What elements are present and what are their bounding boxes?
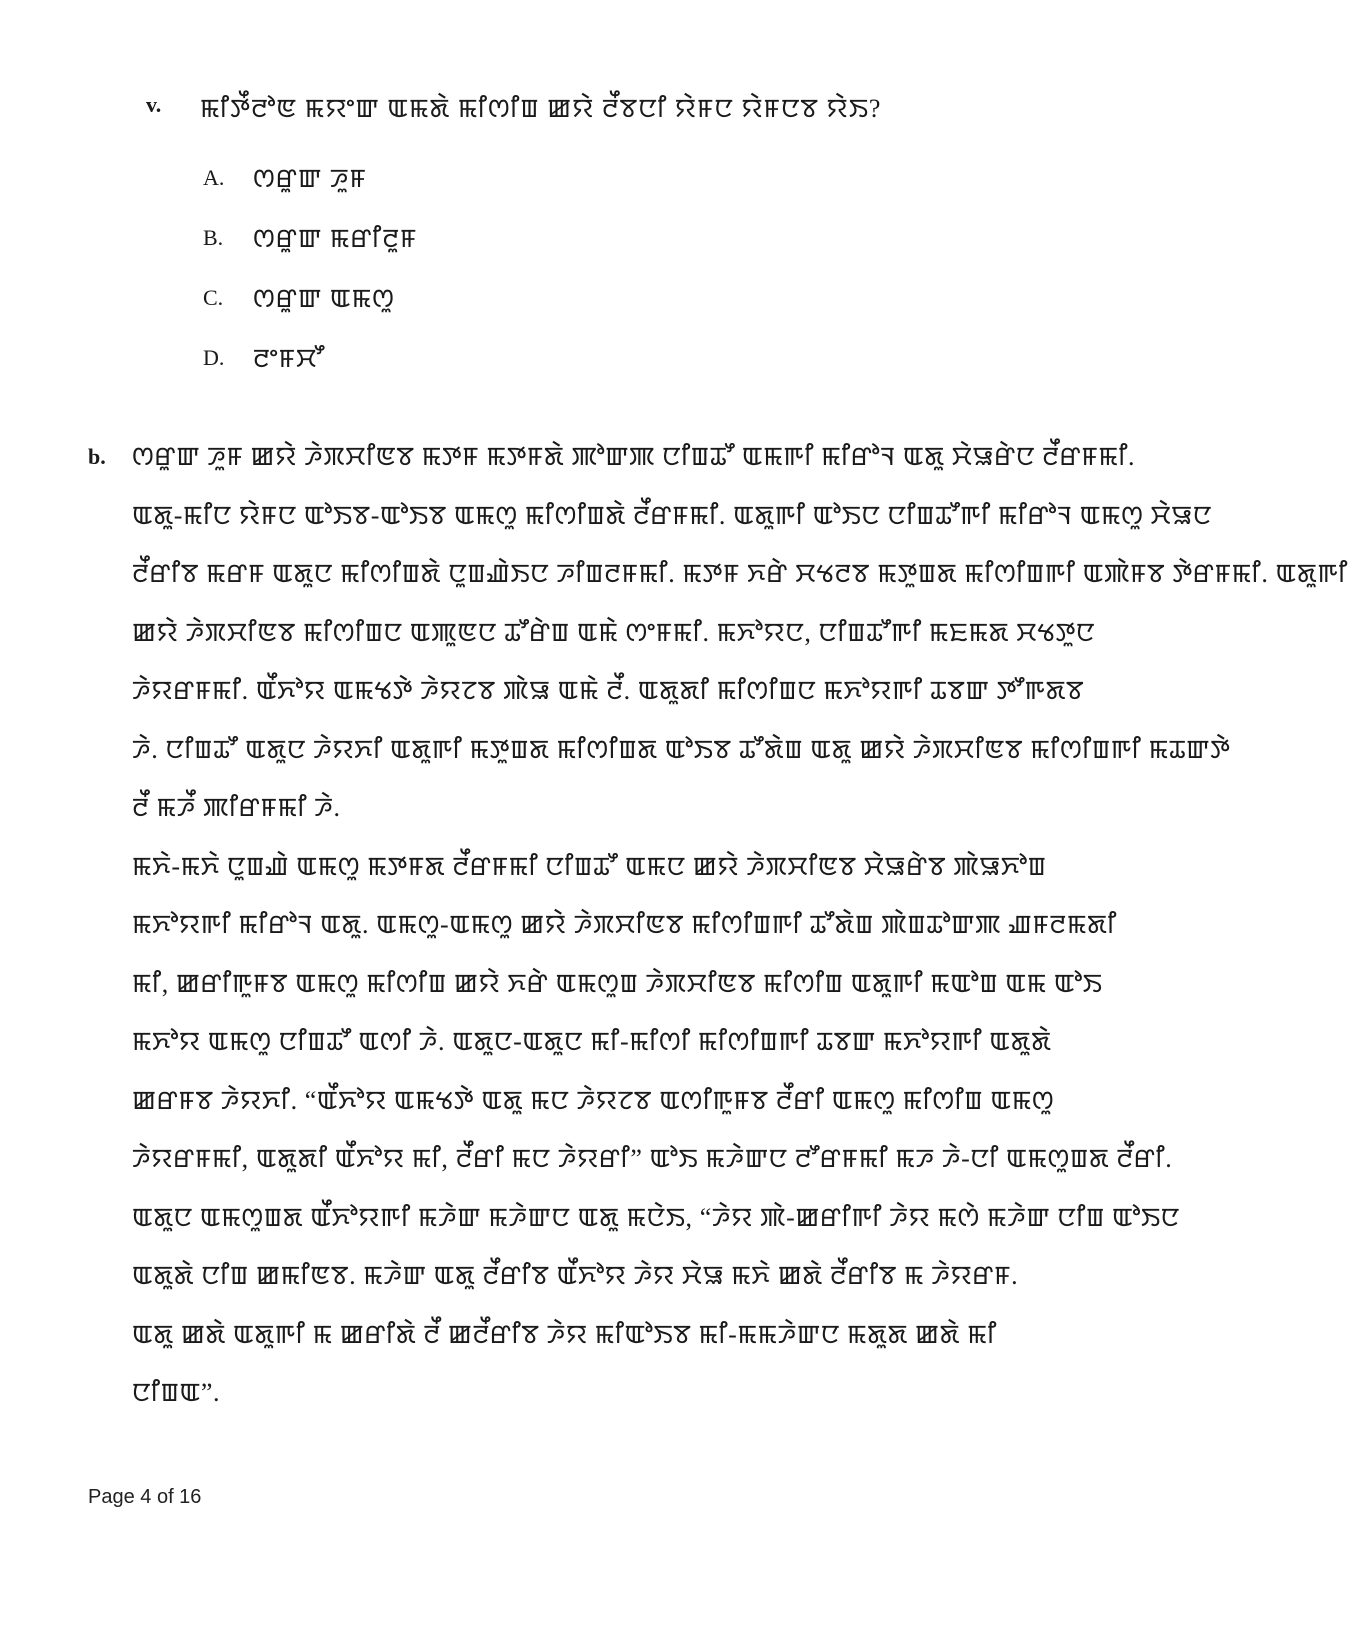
passage-line: ꯂꯩ ꯃꯍꯩ ꯄꯤꯔꯝꯃꯤ ꯍꯥ.	[132, 793, 341, 822]
passage-line: ꯑꯗꯨ ꯀꯗꯥ ꯑꯗꯨꯒꯤ ꯃ ꯀꯔꯤꯗꯥ ꯂꯩ ꯀꯂꯩꯔꯤꯕ ꯍꯥꯌ ꯃꯤꯑꯣꯏꯕ ꯃꯤ-ꯃꯃꯍꯥꯛꯅ ꯃꯗꯨꯗ ꯀꯗꯥ ꯃꯤ	[132, 1319, 997, 1349]
passage-line: ꯑꯗꯨꯅ ꯑꯃꯁꯨꯡꯗ ꯑꯩꯈꯣꯌꯒꯤ ꯃꯍꯥꯛ ꯃꯍꯥꯛꯅ ꯑꯗꯨ ꯃꯅꯥꯏ, “ꯍꯥꯌ ꯄꯥ-ꯀꯔꯤꯒꯤ ꯍꯥꯌ ꯃꯁꯥ ꯃꯍꯥꯛ ꯅꯤꯡ ꯑꯣꯏꯅ	[132, 1202, 1180, 1232]
question-b	[88, 438, 1348, 1433]
passage-line: ꯑꯗꯨꯗꯥ ꯅꯤꯡ ꯀꯃꯤꯟꯕ. ꯃꯍꯥꯛ ꯑꯗꯨ ꯂꯩꯔꯤꯕ ꯑꯩꯈꯣꯌ ꯍꯥꯌ ꯆꯥꯎ ꯃꯈꯥ ꯀꯗꯥ ꯂꯩꯔꯤꯕ ꯃ ꯍꯥꯌꯔꯝ.	[132, 1261, 1019, 1290]
answer-options	[203, 148, 417, 388]
passage-line: ꯀꯔꯝꯕ ꯍꯥꯌꯈꯤ. “ꯑꯩꯈꯣꯌ ꯑꯃꯠꯇꯥ ꯑꯗꯨ ꯃꯅ ꯍꯥꯌꯖꯕ ꯑꯁꯤꯒꯨꯝꯕ ꯂꯩꯔꯤ ꯑꯃꯁꯨ ꯃꯤꯁꯤꯡ ꯑꯃꯁꯨ	[132, 1085, 1055, 1115]
question-marker: b.	[88, 444, 106, 469]
passage-line: ꯍꯥ. ꯅꯤꯡꯊꯧ ꯑꯗꯨꯅ ꯍꯥꯌꯈꯤ ꯑꯗꯨꯒꯤ ꯃꯇꯨꯡꯗ ꯃꯤꯁꯤꯡꯗ ꯑꯣꯏꯕ ꯊꯧꯗꯥꯡ ꯑꯗꯨ ꯀꯌꯥ ꯍꯥꯞꯆꯤꯟꯕ ꯃꯤꯁꯤꯡꯒꯤ ꯃꯊꯛꯇꯥ	[132, 734, 1231, 764]
option-text: ꯂꯦꯝꯆꯧ	[253, 344, 325, 373]
option-text: ꯁꯔꯨꯛ ꯑꯃꯁꯨ	[253, 284, 395, 313]
option-d	[203, 328, 417, 388]
passage-line: ꯍꯥꯌꯔꯝꯃꯤ, ꯑꯗꯨꯗꯤ ꯑꯩꯈꯣꯌ ꯃꯤ, ꯂꯩꯔꯤ ꯃꯅ ꯍꯥꯌꯔꯤ” ꯑꯣꯏ ꯃꯍꯥꯛꯅ ꯂꯧꯔꯝꯃꯤ ꯃꯍ ꯍꯥ-ꯅꯤ ꯑꯃꯁꯨꯡꯗ ꯂꯩꯔꯤ.	[132, 1144, 1173, 1173]
option-b	[203, 208, 417, 268]
option-label: A.	[203, 165, 225, 190]
passage-line: ꯍꯥꯌꯔꯝꯃꯤ. ꯑꯩꯈꯣꯌ ꯑꯃꯠꯇꯥ ꯍꯥꯌꯖꯕ ꯄꯥꯎ ꯑꯃꯥ ꯂꯩ. ꯑꯗꯨꯗꯤ ꯃꯤꯁꯤꯡꯅ ꯃꯈꯣꯌꯒꯤ ꯊꯕꯛ ꯇꯧꯒꯗꯕ	[132, 676, 1085, 705]
passage-line: ꯃꯤ, ꯀꯔꯤꯒꯨꯝꯕ ꯑꯃꯁꯨ ꯃꯤꯁꯤꯡ ꯀꯌꯥ ꯈꯔꯥ ꯑꯃꯁꯨꯡ ꯍꯥꯞꯆꯤꯟꯕ ꯃꯤꯁꯤꯡ ꯑꯗꯨꯒꯤ ꯃꯑꯣꯡ ꯑꯃ ꯑꯣꯏ	[132, 968, 1103, 998]
question-text: ꯃꯤꯇꯩꯂꯣꯟ ꯃꯌꯦꯛ ꯑꯃꯗꯥ ꯃꯤꯁꯤꯡ ꯀꯌꯥ ꯂꯩꯕꯅꯤ ꯌꯥꯝꯅ ꯌꯥꯝꯅꯕ ꯌꯥꯏ?	[200, 94, 882, 123]
passage-line: ꯃꯈꯥ-ꯃꯈꯥ ꯅꯨꯡꯉꯥ ꯑꯃꯁꯨ ꯃꯇꯝꯗ ꯂꯩꯔꯝꯃꯤ ꯅꯤꯡꯊꯧ ꯑꯃꯅ ꯀꯌꯥ ꯍꯥꯞꯆꯤꯟꯕ ꯆꯥꯎꯔꯥꯕ ꯄꯥꯎꯈꯣꯡ	[132, 851, 1047, 881]
option-label: C.	[203, 285, 224, 310]
passage-line: ꯀꯌꯥ ꯍꯥꯞꯆꯤꯟꯕ ꯃꯤꯁꯤꯡꯅ ꯑꯄꯨꯟꯅ ꯊꯧꯔꯥꯡ ꯑꯃꯥ ꯁꯦꯝꯃꯤ. ꯃꯈꯣꯌꯅ, ꯅꯤꯡꯊꯧꯒꯤ ꯃꯐꯃꯗ ꯆꯠꯇꯨꯅ	[132, 617, 1096, 647]
passage-line: ꯂꯩꯔꯤꯕ ꯃꯔꯝ ꯑꯗꯨꯅ ꯃꯤꯁꯤꯡꯗꯥ ꯅꯨꯡꯉꯥꯏꯅ ꯍꯤꯡꯂꯝꯃꯤ. ꯃꯇꯝ ꯈꯔꯥ ꯆꯠꯂꯕ ꯃꯇꯨꯡꯗ ꯃꯤꯁꯤꯡꯒꯤ ꯑꯄꯥꯝꯕ ꯇꯥꯔꯝꯃꯤ. ꯑꯗꯨꯒꯤ	[132, 559, 1348, 588]
passage-paragraph-1	[132, 438, 1348, 848]
page-number: Page 4 of 16	[88, 1486, 202, 1508]
passage-line: ꯁꯔꯨꯛ ꯍꯨꯝ ꯀꯌꯥ ꯍꯥꯞꯆꯤꯟꯕ ꯃꯇꯝ ꯃꯇꯝꯗꯥ ꯄꯣꯛꯄ ꯅꯤꯡꯊꯧ ꯑꯃꯒꯤ ꯃꯤꯔꯣꯜ ꯑꯗꯨ ꯆꯥꯎꯔꯥꯅ ꯂꯩꯔꯝꯃꯤ.	[132, 442, 1136, 471]
passage-paragraph-2	[132, 848, 1182, 1433]
option-text: ꯁꯔꯨꯛ ꯃꯔꯤꯂꯨꯝ	[253, 224, 418, 253]
option-label: B.	[203, 225, 224, 250]
passage-line: ꯃꯈꯣꯌꯒꯤ ꯃꯤꯔꯣꯜ ꯑꯗꯨ. ꯑꯃꯁꯨ-ꯑꯃꯁꯨ ꯀꯌꯥ ꯍꯥꯞꯆꯤꯟꯕ ꯃꯤꯁꯤꯡꯒꯤ ꯊꯧꯗꯥꯡ ꯄꯥꯡꯊꯣꯛꯄ ꯉꯝꯂꯃꯗꯤ	[132, 910, 1117, 939]
option-c	[203, 268, 417, 328]
question-marker: v.	[146, 92, 162, 117]
option-a	[203, 148, 417, 208]
passage-line: ꯅꯤꯡꯑ”.	[132, 1378, 221, 1407]
option-label: D.	[203, 345, 225, 370]
passage-line: ꯑꯗꯨ-ꯃꯤꯅ ꯌꯥꯝꯅ ꯑꯣꯏꯕ-ꯑꯣꯏꯕ ꯑꯃꯁꯨ ꯃꯤꯁꯤꯡꯗꯥ ꯂꯩꯔꯝꯃꯤ. ꯑꯗꯨꯒꯤ ꯑꯣꯏꯅ ꯅꯤꯡꯊꯧꯒꯤ ꯃꯤꯔꯣꯜ ꯑꯃꯁꯨ ꯆꯥꯎꯅ	[132, 500, 1212, 530]
passage-line: ꯃꯈꯣꯌ ꯑꯃꯁꯨ ꯅꯤꯡꯊꯧ ꯑꯁꯤ ꯍꯥ. ꯑꯗꯨꯅ-ꯑꯗꯨꯅ ꯃꯤ-ꯃꯤꯁꯤ ꯃꯤꯁꯤꯡꯒꯤ ꯊꯕꯛ ꯃꯈꯣꯌꯒꯤ ꯑꯗꯨꯗꯥ	[132, 1027, 1052, 1056]
option-text: ꯁꯔꯨꯛ ꯍꯨꯝ	[253, 164, 367, 193]
